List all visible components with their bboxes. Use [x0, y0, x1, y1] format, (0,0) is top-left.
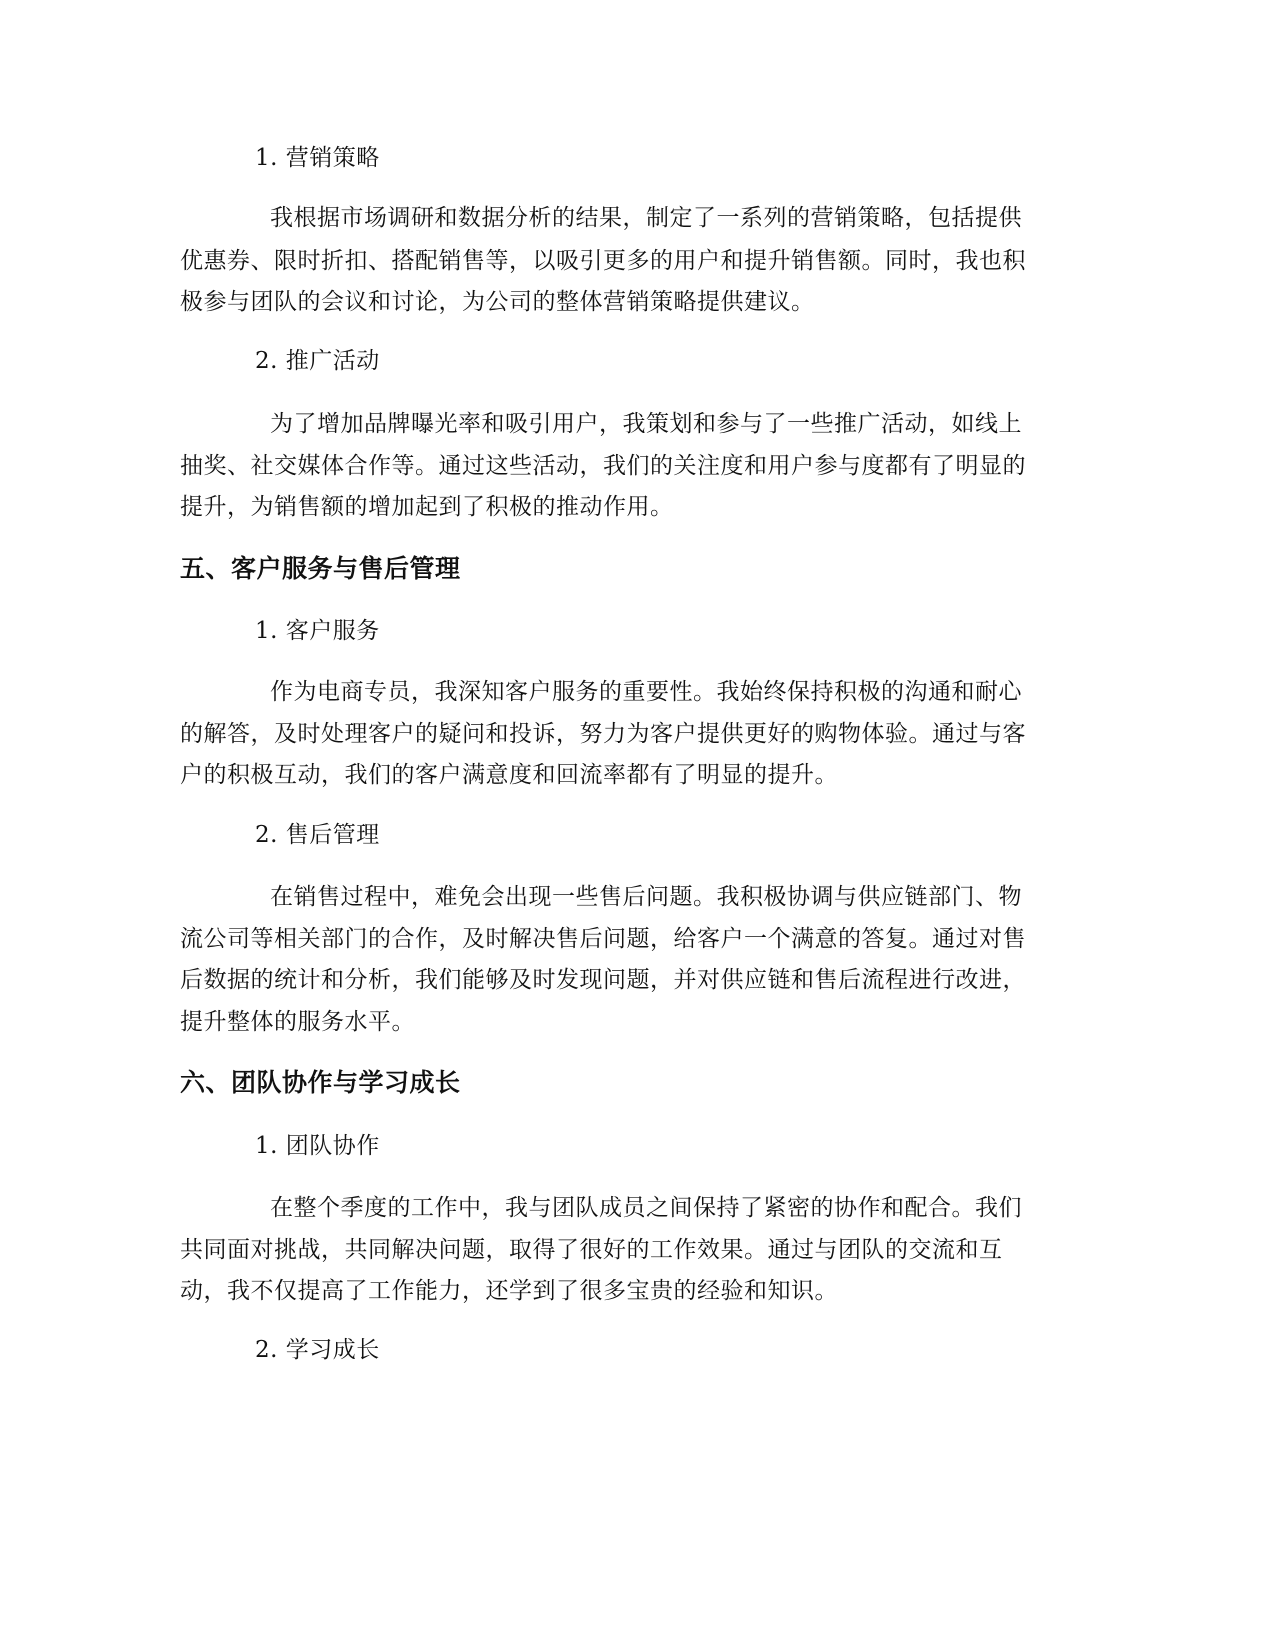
paragraph-line: 共同面对挑战，共同解决问题，取得了很好的工作效果。通过与团队的交流和互	[180, 1237, 1003, 1263]
paragraph-line: 我根据市场调研和数据分析的结果，制定了一系列的营销策略，包括提供	[270, 205, 1022, 231]
subsection-title-learning: 2. 学习成长	[255, 1337, 380, 1363]
paragraph-line: 提升，为销售额的增加起到了积极的推动作用。	[180, 494, 674, 520]
paragraph-line: 提升整体的服务水平。	[180, 1009, 415, 1035]
paragraph-line: 抽奖、社交媒体合作等。通过这些活动，我们的关注度和用户参与度都有了明显的	[180, 453, 1026, 479]
subsection-title-promotion: 2. 推广活动	[255, 348, 380, 374]
paragraph-line: 后数据的统计和分析，我们能够及时发现问题，并对供应链和售后流程进行改进，	[180, 967, 1026, 993]
subsection-title-customer-service: 1. 客户服务	[255, 618, 380, 644]
paragraph-line: 作为电商专员，我深知客户服务的重要性。我始终保持积极的沟通和耐心	[270, 679, 1022, 705]
paragraph-line: 极参与团队的会议和讨论，为公司的整体营销策略提供建议。	[180, 289, 815, 315]
paragraph-line: 流公司等相关部门的合作，及时解决售后问题，给客户一个满意的答复。通过对售	[180, 926, 1026, 952]
paragraph-line: 户的积极互动，我们的客户满意度和回流率都有了明显的提升。	[180, 762, 838, 788]
section-heading-customer-service: 五、客户服务与售后管理	[180, 554, 461, 583]
paragraph-line: 的解答，及时处理客户的疑问和投诉，努力为客户提供更好的购物体验。通过与客	[180, 721, 1026, 747]
subsection-title-marketing-strategy: 1. 营销策略	[255, 145, 380, 171]
subsection-title-teamwork: 1. 团队协作	[255, 1133, 380, 1159]
paragraph-line: 在整个季度的工作中，我与团队成员之间保持了紧密的协作和配合。我们	[270, 1195, 1022, 1221]
paragraph-line: 在销售过程中，难免会出现一些售后问题。我积极协调与供应链部门、物	[270, 884, 1022, 910]
subsection-title-after-sales: 2. 售后管理	[255, 822, 380, 848]
paragraph-line: 动，我不仅提高了工作能力，还学到了很多宝贵的经验和知识。	[180, 1278, 838, 1304]
paragraph-line: 为了增加品牌曝光率和吸引用户，我策划和参与了一些推广活动，如线上	[270, 411, 1022, 437]
paragraph-line: 优惠券、限时折扣、搭配销售等，以吸引更多的用户和提升销售额。同时，我也积	[180, 248, 1026, 274]
section-heading-teamwork: 六、团队协作与学习成长	[180, 1068, 461, 1097]
